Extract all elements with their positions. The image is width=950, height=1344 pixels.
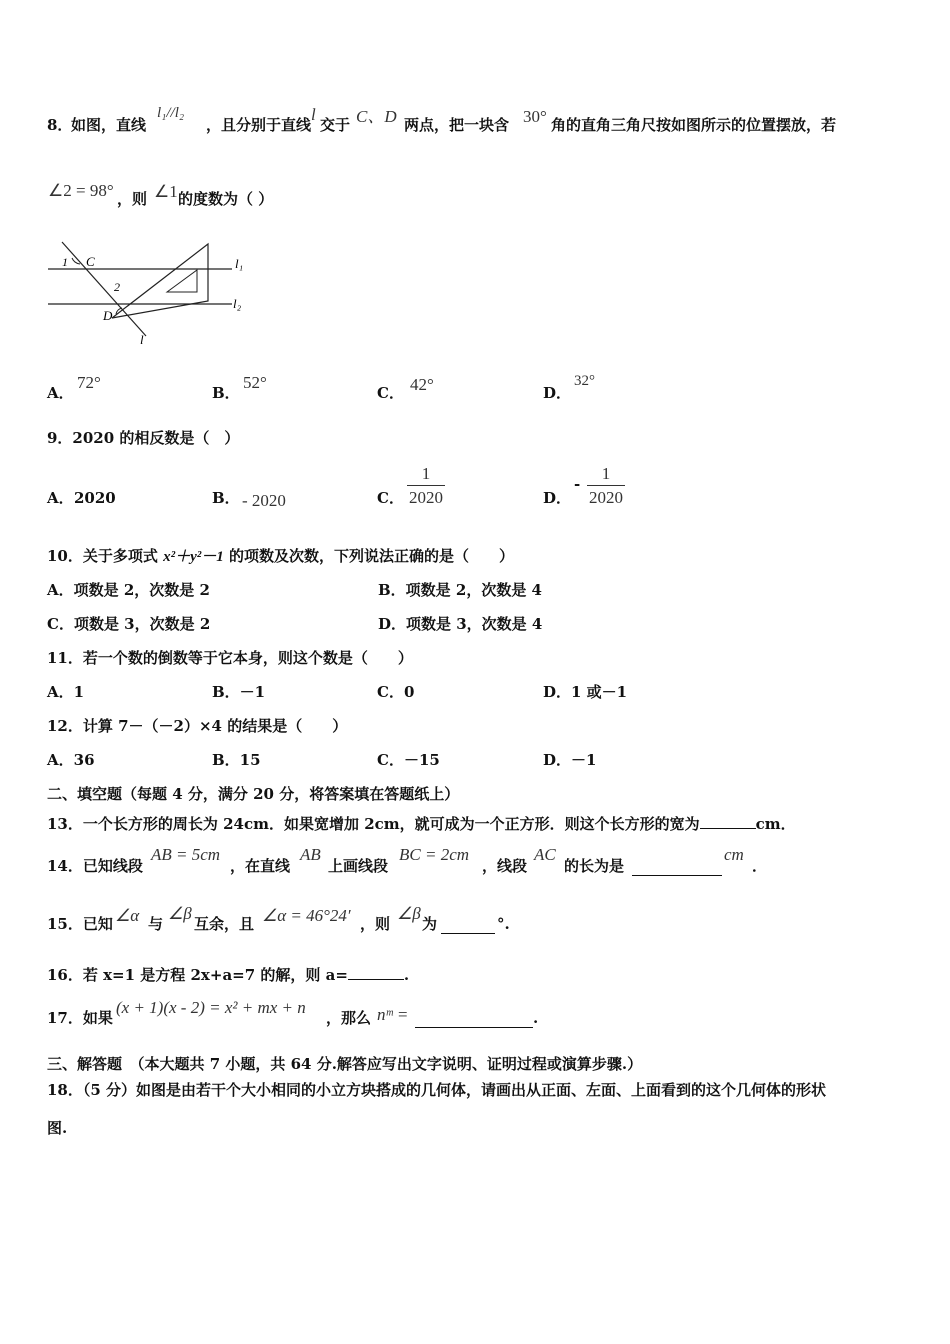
label-l1: l₁: [235, 256, 244, 271]
q14-math-ac: AC: [534, 845, 556, 864]
q12-option-b[interactable]: B．15: [212, 751, 261, 769]
q15-math-alpha-value: ∠α = 46°24′: [262, 906, 351, 925]
q10-option-b[interactable]: B．项数是 2，次数是 4: [378, 581, 542, 599]
q8-text-4: 两点，把一块含: [404, 116, 510, 134]
q12-option-c[interactable]: C．－15: [377, 751, 440, 769]
q11-option-a[interactable]: A．1: [47, 683, 85, 701]
q17-answer-blank[interactable]: [415, 1011, 533, 1028]
q10-option-a[interactable]: A．项数是 2，次数是 2: [47, 581, 210, 599]
q17-math-equation: (x + 1)(x - 2) = x² + mx + n: [116, 998, 306, 1017]
q11-option-c[interactable]: C．0: [377, 683, 415, 701]
q8-figure: [40, 236, 260, 348]
q9-d-fraction: $\frac{1}{2020}$: [589, 464, 623, 507]
q8-text-3: 交于: [320, 116, 351, 134]
q11-stem: 11．若一个数的倒数等于它本身，则这个数是（ ）: [47, 649, 413, 667]
question-16: 16．若 x=1 是方程 2x+a=7 的解，则 a= .: [47, 966, 410, 984]
q14-math-bc: BC = 2cm: [399, 845, 470, 864]
q8-text-2: ，且分别于直线: [206, 116, 312, 134]
q8-math-angle2: ∠2 = 98°: [48, 181, 114, 200]
q10-option-c[interactable]: C．项数是 3，次数是 2: [47, 615, 211, 633]
q12-option-d[interactable]: D．－1: [543, 751, 597, 769]
q8-math-parallel: l₁//l₂: [157, 105, 185, 121]
q8-math-l: l: [311, 105, 316, 124]
q8-number: 8．: [47, 116, 73, 134]
triangle-ruler-inner: [167, 270, 197, 292]
q10-expression: x²＋y²－1: [163, 549, 224, 565]
q17-math-nm: nᵐ =: [377, 1005, 409, 1024]
q15-answer-blank[interactable]: [441, 917, 495, 934]
q15-math-beta: ∠β: [168, 904, 192, 923]
q13-answer-blank[interactable]: [700, 813, 756, 829]
triangle-ruler: [112, 244, 208, 318]
label-C: C: [86, 254, 95, 269]
q15-math-beta-2: ∠β: [397, 904, 421, 923]
q16-answer-blank[interactable]: [348, 964, 404, 980]
q8-text-7: 的度数为（ ）: [178, 190, 274, 208]
q14-unit-cm: cm: [724, 845, 744, 864]
question-13: 13．一个长方形的周长为 24cm．如果宽增加 2cm，就可成为一个正方形．则这个长方形的宽为 cm．: [47, 815, 796, 833]
q11-option-d[interactable]: D．1 或－1: [543, 683, 628, 701]
q12-option-a[interactable]: A．36: [47, 751, 95, 769]
q8-text-5: 角的直角三角尺按如图所示的位置摆放，若: [551, 116, 837, 134]
label-l: l: [140, 332, 144, 347]
section-2-heading: 二、填空题（每题 4 分，满分 20 分，将答案填在答题纸上）: [47, 785, 460, 803]
q18-line-2: 图.: [47, 1119, 68, 1137]
q8-text-6: ，则: [117, 190, 148, 208]
q11-option-b[interactable]: B．－1: [212, 683, 266, 701]
q9-stem: 9．2020 的相反数是（ ）: [47, 429, 240, 447]
label-l2: l₂: [233, 296, 242, 311]
q9-c-fraction: $\frac{1}{2020}$: [409, 464, 443, 507]
q15-math-alpha: ∠α: [115, 906, 140, 925]
q10-option-d[interactable]: D．项数是 3，次数是 4: [378, 615, 543, 633]
label-2: 2: [114, 280, 120, 294]
q8-math-angle1: ∠1: [154, 182, 178, 201]
label-D: D: [103, 308, 113, 323]
section-3-heading: 三、解答题 （本大题共 7 小题，共 64 分.解答应写出文字说明、证明过程或演算步骤.）: [47, 1055, 643, 1073]
q8-text-1: 如图，直线: [71, 116, 147, 134]
q18-line-1: 18．（5 分）如图是由若干个大小相同的小立方块搭成的几何体，请画出从正面、左面、上面看到的这个几何体的形状: [47, 1081, 827, 1099]
q8-math-30: 30°: [523, 107, 547, 126]
q8-math-cd: C、D: [356, 107, 397, 126]
q14-answer-blank[interactable]: [632, 859, 722, 876]
q14-math-ab2: AB: [300, 845, 321, 864]
q12-stem: 12．计算 7－（－2）×4 的结果是（ ）: [47, 717, 348, 735]
label-1: 1: [62, 255, 68, 269]
q10-stem: 10．关于多项式 x²＋y²－1 的项数及次数，下列说法正确的是（ ）: [47, 547, 514, 565]
q14-math-ab: AB = 5cm: [151, 845, 221, 864]
